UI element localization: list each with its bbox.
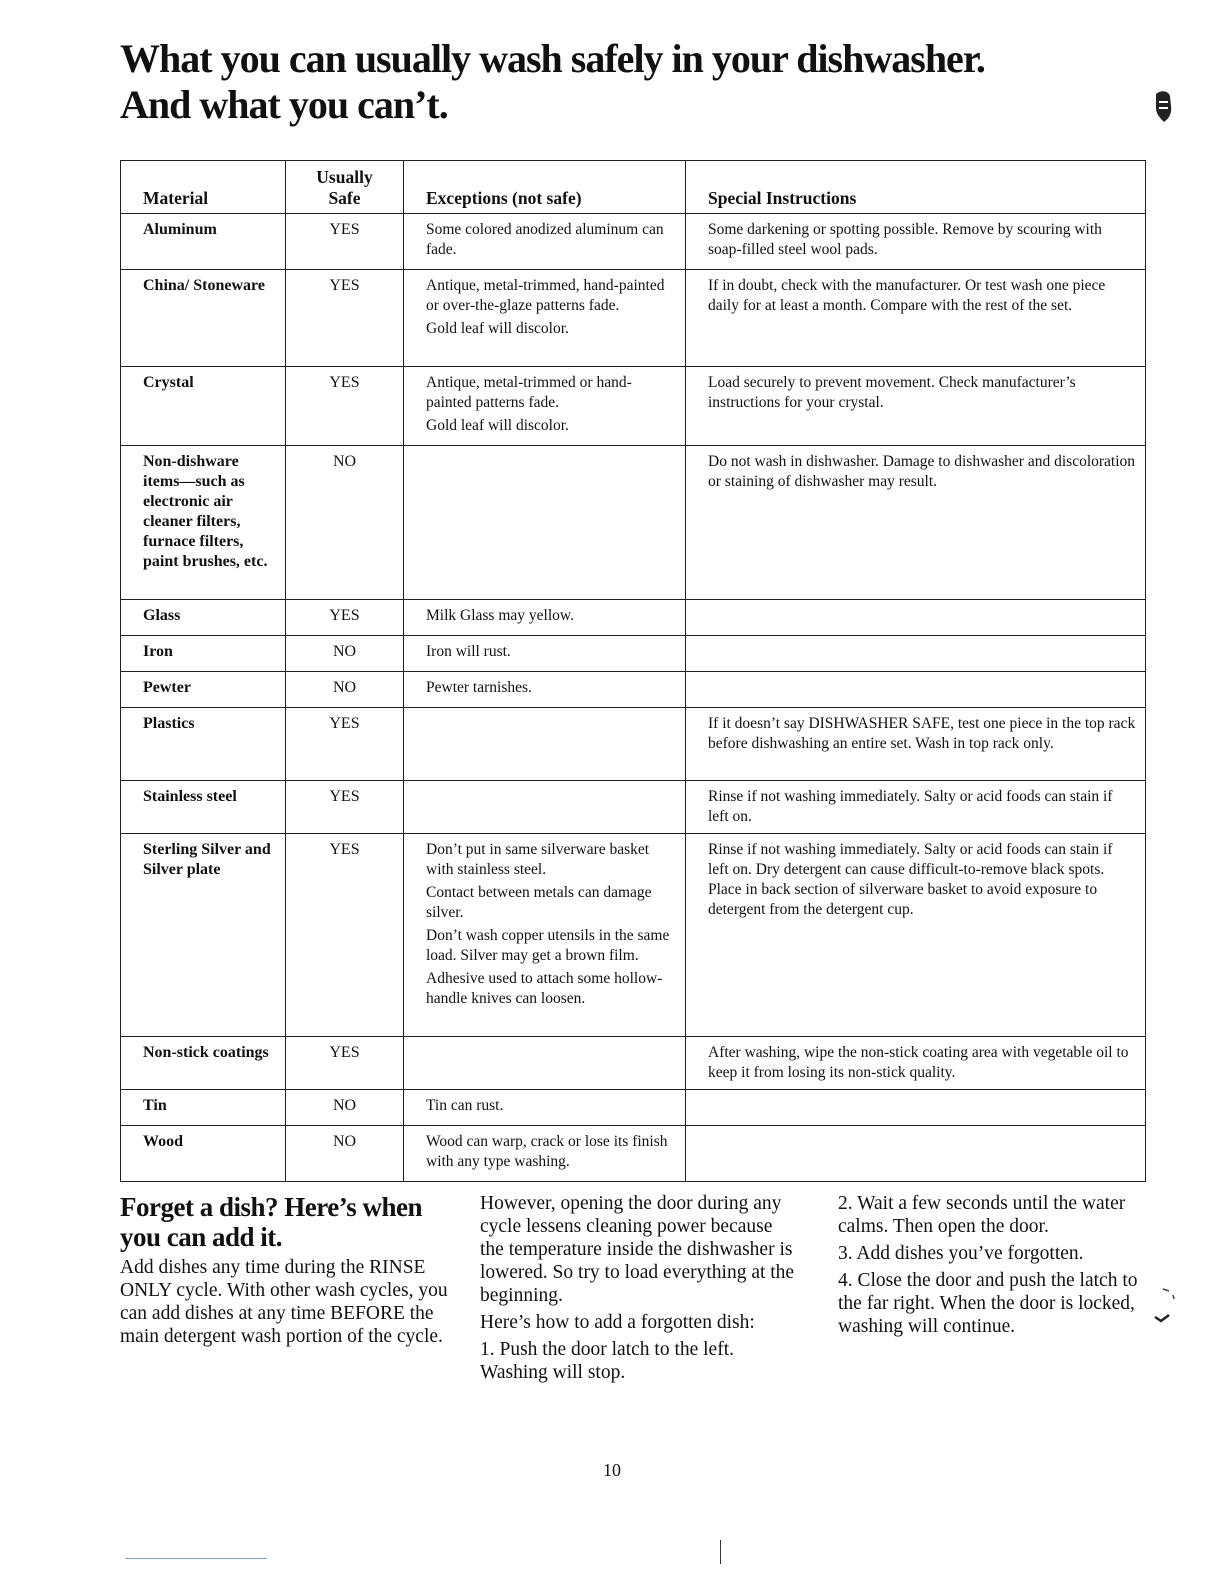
table-row [121,446,1146,600]
instructions-cell: Load securely to prevent movement. Check manufacturer’s instructions for your crystal. [686,367,1146,446]
margin-mark-icon [1143,1283,1179,1329]
forgot-dish-intro: Add dishes any time during the RINSE ONLY cycle. With other wash cycles, you can add dishes at any time BEFORE the main detergent wash portion of the cycle. [120,1257,448,1347]
header-safe-line-1: Usually [316,167,373,187]
material-cell: Non-stick coatings [121,1037,286,1090]
corner-mark-icon [1150,88,1176,126]
table-row [121,270,1146,367]
safe-cell: YES [286,600,404,636]
safe-cell: YES [286,214,404,270]
page-title [120,36,985,128]
header-exceptions: Exceptions (not safe) [404,161,686,214]
material-cell: Tin [121,1090,286,1126]
table-row [121,834,1146,1037]
forgot-dish-column-2 [480,1192,800,1388]
instructions-cell [686,1126,1146,1182]
forgot-dish-step-1: 1. Push the door latch to the left. Washing will stop. [480,1339,734,1383]
exception-item: Iron will rust. [426,643,511,660]
exception-item: Wood can warp, crack or lose its finish with any type washing. [426,1133,668,1170]
page-number: 10 [603,1460,621,1480]
table-header-row [121,161,1146,214]
exception-item: Some colored anodized aluminum can fade. [426,221,664,258]
material-cell: Glass [121,600,286,636]
safe-cell: NO [286,636,404,672]
exceptions-cell [404,1037,686,1090]
instructions-cell: Some darkening or spotting possible. Remove by scouring with soap-filled steel wool pads. [686,214,1146,270]
material-table [120,160,1146,1182]
table-row [121,1037,1146,1090]
exceptions-cell [404,1090,686,1126]
exception-item: Antique, metal-trimmed, hand-painted or over-the-glaze patterns fade. [426,277,665,314]
material-cell: Sterling Silver and Silver plate [121,834,286,1037]
exceptions-cell [404,367,686,446]
safe-cell: NO [286,672,404,708]
instructions-cell: Rinse if not washing immediately. Salty or acid foods can stain if left on. Dry detergent can cause difficult-to-remove black spots. Place in back section of silverware basket to avoid exposure to detergent from the detergent cup. [686,834,1146,1037]
instructions-cell [686,672,1146,708]
table-body [121,214,1146,1182]
instructions-cell: After washing, wipe the non-stick coating area with vegetable oil to keep it from losing its non-stick quality. [686,1037,1146,1090]
safe-cell: YES [286,834,404,1037]
forgot-dish-column-1 [120,1192,450,1352]
exceptions-cell [404,600,686,636]
exception-item: Antique, metal-trimmed or hand-painted patterns fade. [426,374,632,411]
exception-item: Don’t put in same silverware basket with stainless steel. [426,841,650,878]
instructions-cell: Rinse if not washing immediately. Salty or acid foods can stain if left on. [686,781,1146,834]
material-cell: Pewter [121,672,286,708]
forgot-dish-step-3: 3. Add dishes you’ve forgotten. [838,1243,1084,1264]
safe-cell: YES [286,781,404,834]
exceptions-cell [404,834,686,1037]
exceptions-cell [404,214,686,270]
material-cell: Plastics [121,708,286,781]
scan-artifact-tick [720,1540,721,1564]
table-row [121,600,1146,636]
header-material: Material [121,161,286,214]
safe-cell: NO [286,1126,404,1182]
exceptions-cell [404,270,686,367]
table-row [121,1126,1146,1182]
exceptions-cell [404,672,686,708]
table-row [121,1090,1146,1126]
safe-cell: YES [286,270,404,367]
forgot-dish-step-4: 4. Close the door and push the latch to the far right. When the door is locked, washing will continue. [838,1270,1138,1337]
forgot-dish-howto: Here’s how to add a forgotten dish: [480,1312,755,1333]
safe-cell: YES [286,708,404,781]
material-cell: Iron [121,636,286,672]
instructions-cell: Do not wash in dishwasher. Damage to dishwasher and discoloration or staining of dishwasher may result. [686,446,1146,600]
exception-item: Tin can rust. [426,1097,504,1114]
instructions-cell: If it doesn’t say DISHWASHER SAFE, test one piece in the top rack before dishwashing an entire set. Wash in top rack only. [686,708,1146,781]
exception-item: Pewter tarnishes. [426,679,532,696]
material-cell: Non-dishware items—such as electronic air cleaner filters, furnace filters, paint brushes, etc. [121,446,286,600]
table-row [121,367,1146,446]
exceptions-cell [404,636,686,672]
exceptions-cell [404,781,686,834]
material-cell: Stainless steel [121,781,286,834]
instructions-cell: If in doubt, check with the manufacturer. Or test wash one piece daily for at least a month. Compare with the rest of the set. [686,270,1146,367]
table-row [121,636,1146,672]
table-row [121,672,1146,708]
exceptions-cell [404,446,686,600]
exception-item: Contact between metals can damage silver. [426,884,652,921]
instructions-cell [686,600,1146,636]
exception-item: Adhesive used to attach some hollow-handle knives can loosen. [426,970,663,1007]
title-line-1: What you can usually wash safely in your dishwasher. [120,36,985,81]
safe-cell: NO [286,446,404,600]
instructions-cell [686,1090,1146,1126]
header-usually-safe [286,161,404,214]
exception-item: Milk Glass may yellow. [426,607,574,624]
exceptions-cell [404,1126,686,1182]
safe-cell: YES [286,367,404,446]
material-cell: Aluminum [121,214,286,270]
material-cell: Wood [121,1126,286,1182]
exception-item: Don’t wash copper utensils in the same load. Silver may get a brown film. [426,927,670,964]
forgot-dish-step-2: 2. Wait a few seconds until the water calms. Then open the door. [838,1193,1126,1237]
table-row [121,708,1146,781]
header-safe-line-2: Safe [328,188,361,208]
instructions-cell [686,636,1146,672]
material-cell: Crystal [121,367,286,446]
safe-cell: YES [286,1037,404,1090]
header-instructions: Special Instructions [686,161,1146,214]
table-row [121,214,1146,270]
table-row [121,781,1146,834]
forgot-dish-warning: However, opening the door during any cycle lessens cleaning power because the temperature inside the dishwasher is lowered. So try to load everything at the beginning. [480,1193,795,1306]
title-line-2: And what you can’t. [120,82,448,127]
exception-item: Gold leaf will discolor. [426,320,569,337]
safe-cell: NO [286,1090,404,1126]
exceptions-cell [404,708,686,781]
forgot-dish-heading: Forget a dish? Here’s when you can add it. [120,1192,422,1252]
forgot-dish-column-3 [838,1192,1138,1342]
scan-artifact-line [125,1558,267,1559]
material-cell: China/ Stoneware [121,270,286,367]
exception-item: Gold leaf will discolor. [426,417,569,434]
